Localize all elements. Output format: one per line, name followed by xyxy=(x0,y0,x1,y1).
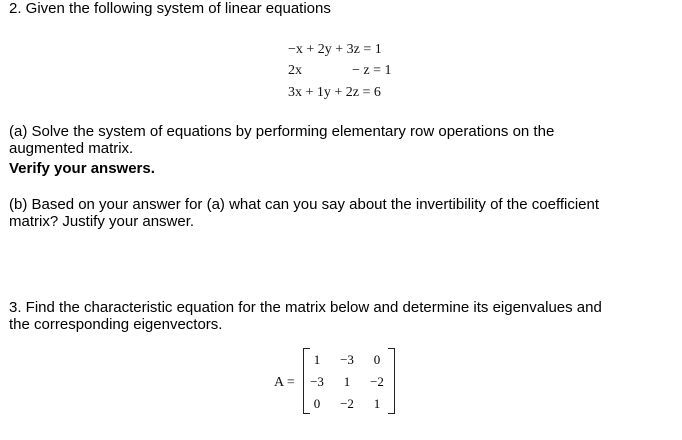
matrix-cell: 1 xyxy=(313,352,321,367)
part-a-verify: Verify your answers. xyxy=(9,160,155,177)
q2-heading: 2. Given the following system of linear equations xyxy=(9,0,331,17)
part-a-line-1: (a) Solve the system of equations by performing elementary row operations on the xyxy=(9,123,555,140)
equation-1: −x + 2y + 3z = 1 xyxy=(288,42,382,57)
part-b-line-1: (b) Based on your answer for (a) what can you say about the invertibility of the coefficient xyxy=(9,196,600,213)
equation-2-lhs: 2x xyxy=(288,63,302,78)
matrix-label: A = xyxy=(274,375,295,390)
part-a-line-2: augmented matrix. xyxy=(9,140,134,157)
matrix-cell: −2 xyxy=(370,374,384,389)
part-b-line-2: matrix? Justify your answer. xyxy=(9,213,195,230)
matrix-cell: −2 xyxy=(340,396,354,411)
matrix-cell: 0 xyxy=(313,396,321,411)
matrix-cell: −3 xyxy=(310,374,324,389)
q3-line-2: the corresponding eigenvectors. xyxy=(9,316,223,333)
matrix-cell: −3 xyxy=(340,352,354,367)
equation-3: 3x + 1y + 2z = 6 xyxy=(288,85,381,100)
matrix-cell: 1 xyxy=(343,374,351,389)
q3-line-1: 3. Find the characteristic equation for the matrix below and determine its eigenvalues and xyxy=(9,299,602,316)
equation-2-rhs: − z = 1 xyxy=(352,63,392,78)
matrix-cell: 1 xyxy=(373,396,381,411)
matrix-cell: 0 xyxy=(373,352,381,367)
